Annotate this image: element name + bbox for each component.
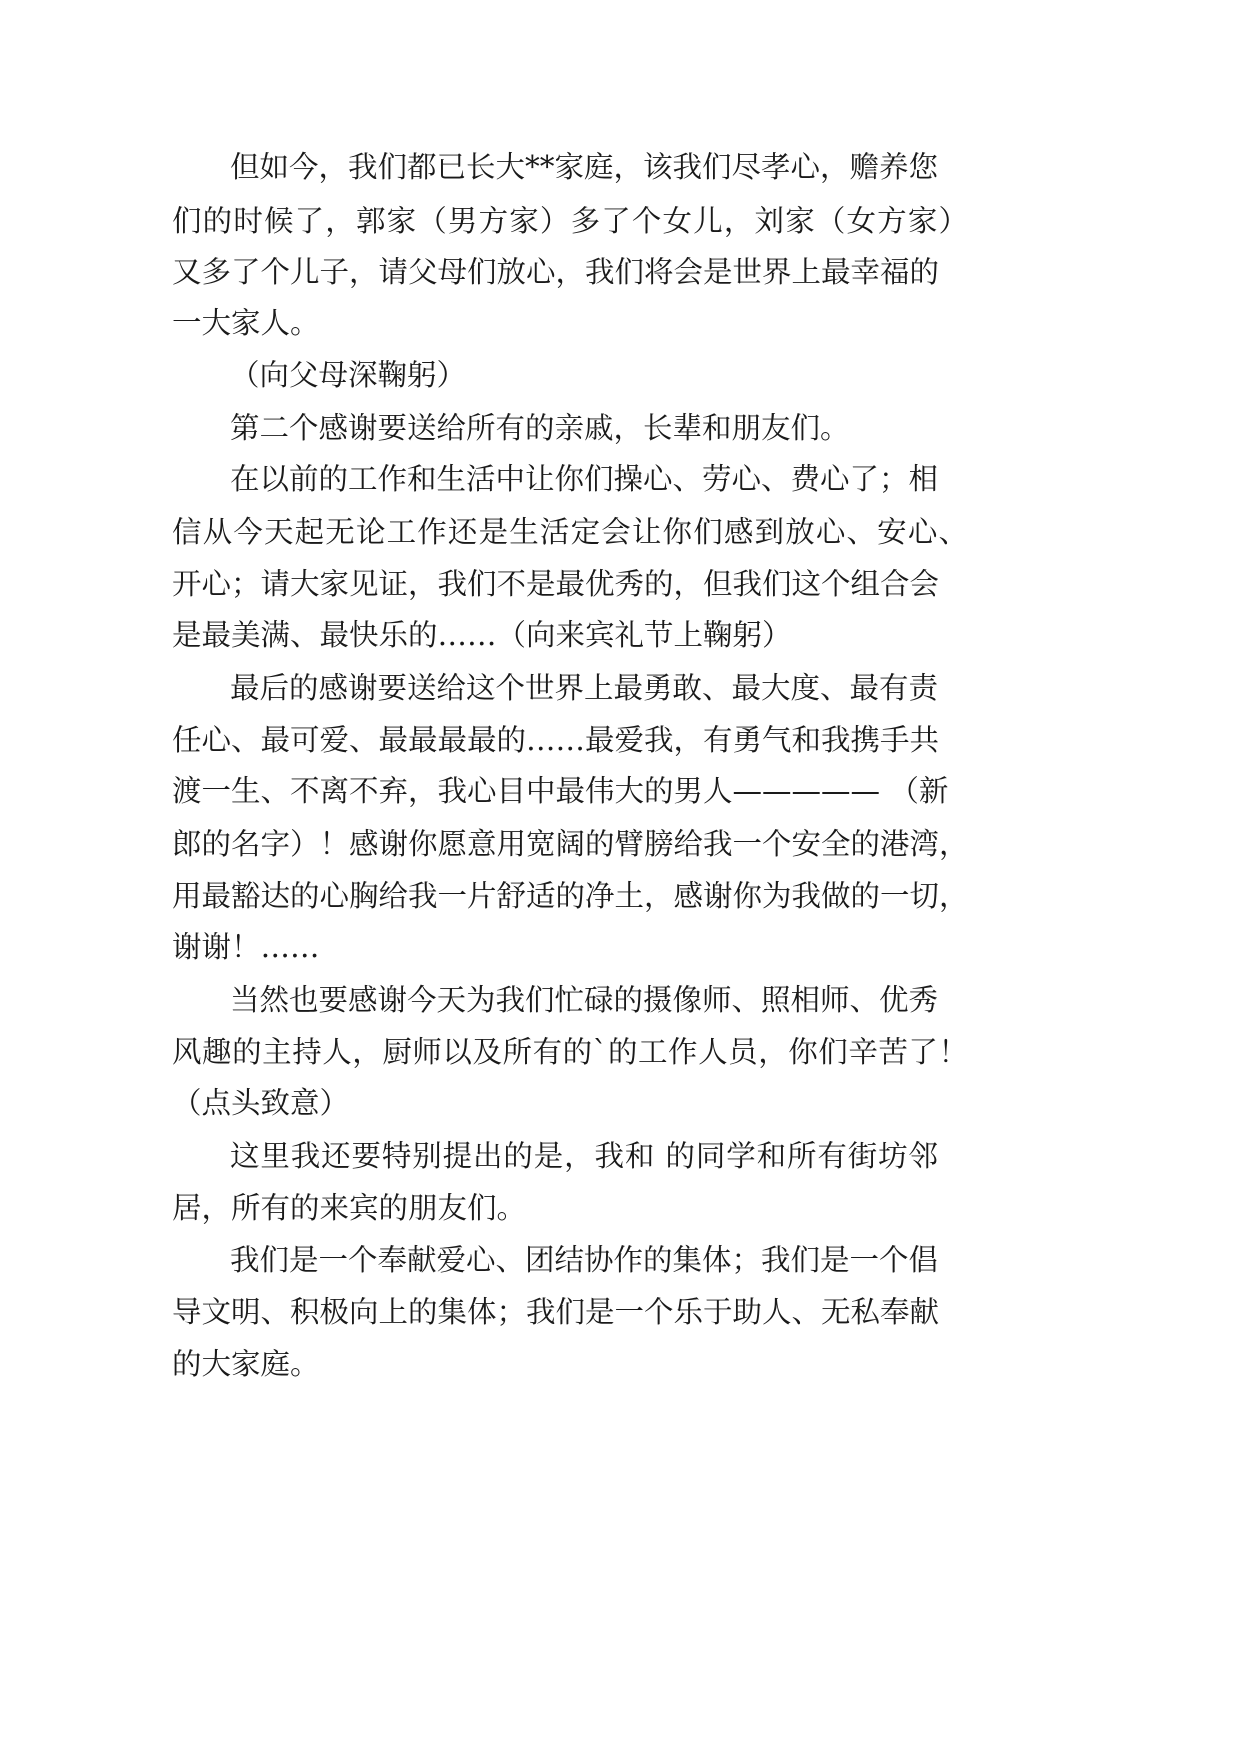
text-line: 我们是一个奉献爱心、团结协作的集体；我们是一个倡 <box>230 1243 939 1277</box>
text-line: 当然也要感谢今天为我们忙碌的摄像师、照相师、优秀 <box>230 983 939 1017</box>
text-line: 信从今天起无论工作还是生活定会让你们感到放心、安心、 <box>172 515 968 549</box>
text-line: 最后的感谢要送给这个世界上最勇敢、最大度、最有责 <box>230 671 939 705</box>
text-line: 任心、最可爱、最最最最的……最爱我，有勇气和我携手共 <box>172 723 940 757</box>
text-line: 但如今，我们都已长大**家庭，该我们尽孝心，赡养您 <box>230 150 939 184</box>
text-line: 是最美满、最快乐的……（向来宾礼节上鞠躬） <box>172 618 792 652</box>
text-line: 渡一生、不离不弃，我心目中最伟大的男人————— （新 <box>172 774 949 808</box>
text-line: 这里我还要特别提出的是，我和 的同学和所有街坊邻 <box>230 1139 938 1173</box>
text-line: 的大家庭。 <box>172 1347 320 1381</box>
text-line: 导文明、积极向上的集体；我们是一个乐于助人、无私奉献 <box>172 1295 940 1329</box>
text-line: 郎的名字）！感谢你愿意用宽阔的臂膀给我一个安全的港湾， <box>172 827 969 861</box>
text-line: 又多了个儿子，请父母们放心，我们将会是世界上最幸福的 <box>172 255 940 289</box>
text-line: 在以前的工作和生活中让你们操心、劳心、费心了；相 <box>230 462 939 496</box>
text-line: 第二个感谢要送给所有的亲戚，长辈和朋友们。 <box>230 411 850 445</box>
text-line: 开心；请大家见证，我们不是最优秀的，但我们这个组合会 <box>172 567 940 601</box>
text-line: （点头致意） <box>172 1086 350 1120</box>
text-line: 谢谢！…… <box>172 930 320 964</box>
text-line: 风趣的主持人，厨师以及所有的`的工作人员，你们辛苦了！ <box>172 1035 968 1069</box>
text-line: 一大家人。 <box>172 306 320 340</box>
text-line: 居，所有的来宾的朋友们。 <box>172 1191 527 1225</box>
text-line: 用最豁达的心胸给我一片舒适的净土，感谢你为我做的一切， <box>172 879 969 913</box>
text-line: 们的时候了，郭家（男方家）多了个女儿，刘家（女方家） <box>172 204 968 238</box>
text-line: （向父母深鞠躬） <box>230 358 467 392</box>
